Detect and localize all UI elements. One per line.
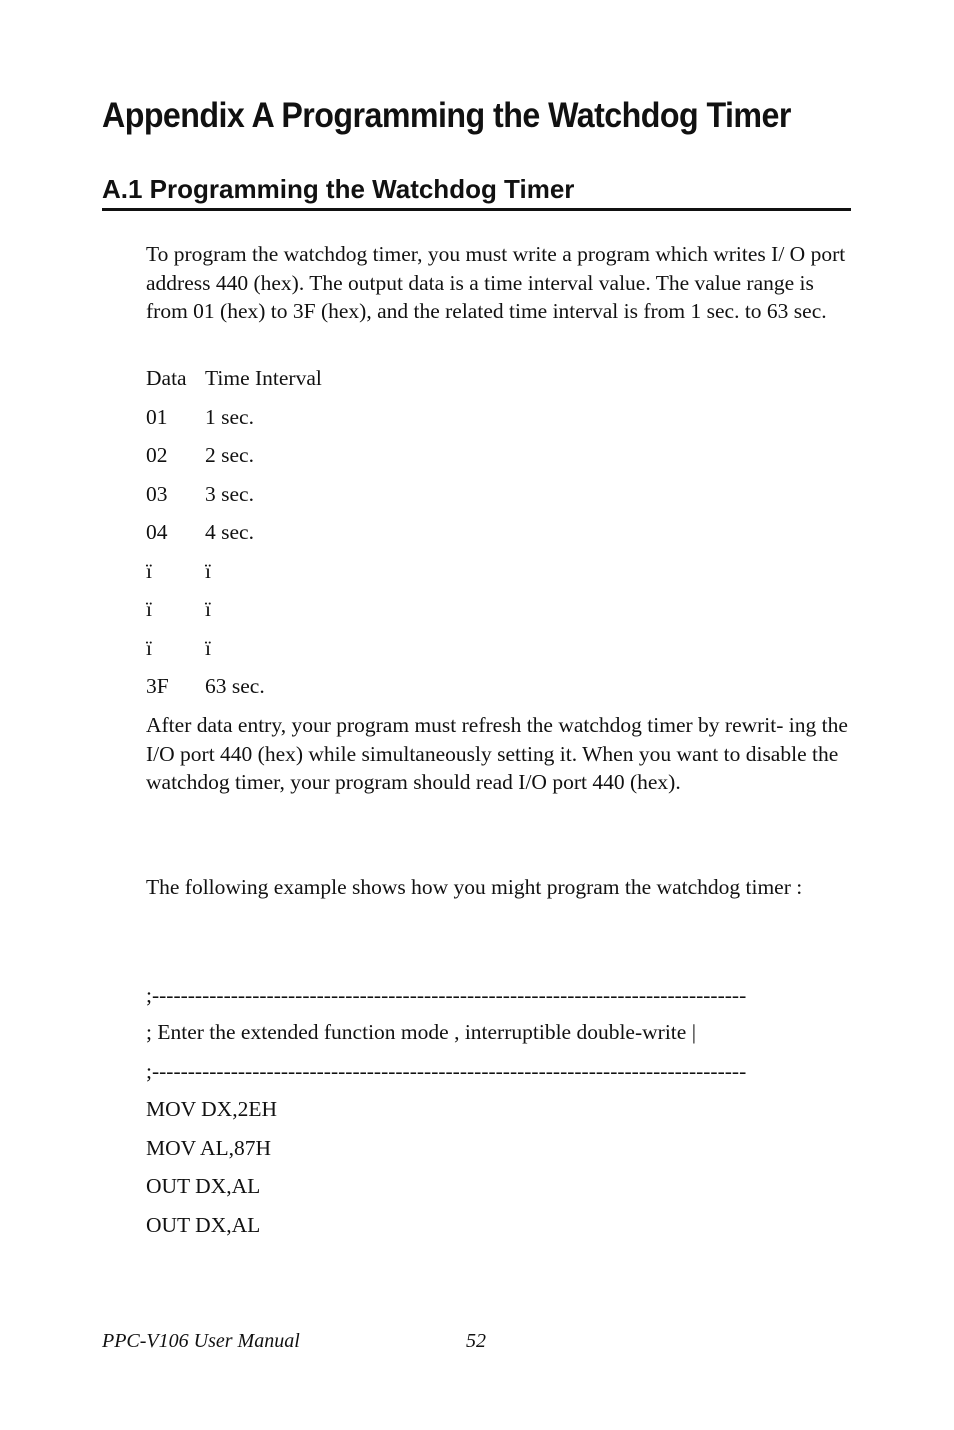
example-paragraph: The following example shows how you might program the watchdog timer : [146, 875, 803, 899]
table-row [146, 518, 254, 546]
code-line: OUT DX,AL [146, 1213, 261, 1237]
table-cell-data: 04 [146, 520, 168, 544]
table-cell-data: ï [146, 636, 152, 660]
table-cell-interval: 2 sec. [205, 443, 254, 467]
table-row [146, 557, 211, 585]
table-cell-interval: 3 sec. [205, 482, 254, 506]
table-row [146, 634, 211, 662]
table-cell-interval: 4 sec. [205, 520, 254, 544]
code-line: MOV AL,87H [146, 1136, 272, 1160]
refresh-paragraph: After data entry, your program must refresh the watchdog timer by rewrit- ing the I/O port 440 (hex) while simultaneously setting it. When you want to disable the watchdog timer, your program should read I/O port 440 (hex). [146, 713, 848, 795]
table-header-row [146, 364, 322, 392]
table-row [146, 403, 254, 431]
section-title: A.1 Programming the Watchdog Timer [102, 172, 851, 211]
table-cell-interval: ï [205, 636, 211, 660]
table-row [146, 595, 211, 623]
footer-page-number: 52 [466, 1330, 486, 1352]
table-row [146, 480, 254, 508]
table-cell-interval: ï [205, 559, 211, 583]
code-line: ; Enter the extended function mode , interruptible double-write | [146, 1020, 696, 1044]
appendix-title: Appendix A Programming the Watchdog Timer [102, 96, 791, 135]
table-cell-data: ï [146, 597, 152, 621]
footer-manual-name: PPC-V106 User Manual [102, 1330, 300, 1352]
table-header-interval: Time Interval [205, 366, 322, 390]
table-cell-interval: 1 sec. [205, 405, 254, 429]
table-cell-data: ï [146, 559, 152, 583]
code-line: MOV DX,2EH [146, 1097, 277, 1121]
table-cell-interval: 63 sec. [205, 674, 265, 698]
intro-paragraph: To program the watchdog timer, you must write a program which writes I/ O port address 440 (hex). The output data is a time interval value. The value range is from 01 (hex) to 3F (hex), and the related time interval is from 1 sec. to 63 sec. [146, 242, 846, 324]
table-cell-data: 3F [146, 674, 169, 698]
code-line: ;----------------------------------------------------------------------------------- [146, 1059, 747, 1083]
table-cell-interval: ï [205, 597, 211, 621]
code-line: OUT DX,AL [146, 1174, 261, 1198]
table-row [146, 441, 254, 469]
table-header-data: Data [146, 366, 187, 390]
table-cell-data: 01 [146, 405, 168, 429]
table-cell-data: 02 [146, 443, 168, 467]
code-line: ;----------------------------------------------------------------------------------- [146, 983, 747, 1007]
table-row [146, 672, 265, 700]
table-cell-data: 03 [146, 482, 168, 506]
